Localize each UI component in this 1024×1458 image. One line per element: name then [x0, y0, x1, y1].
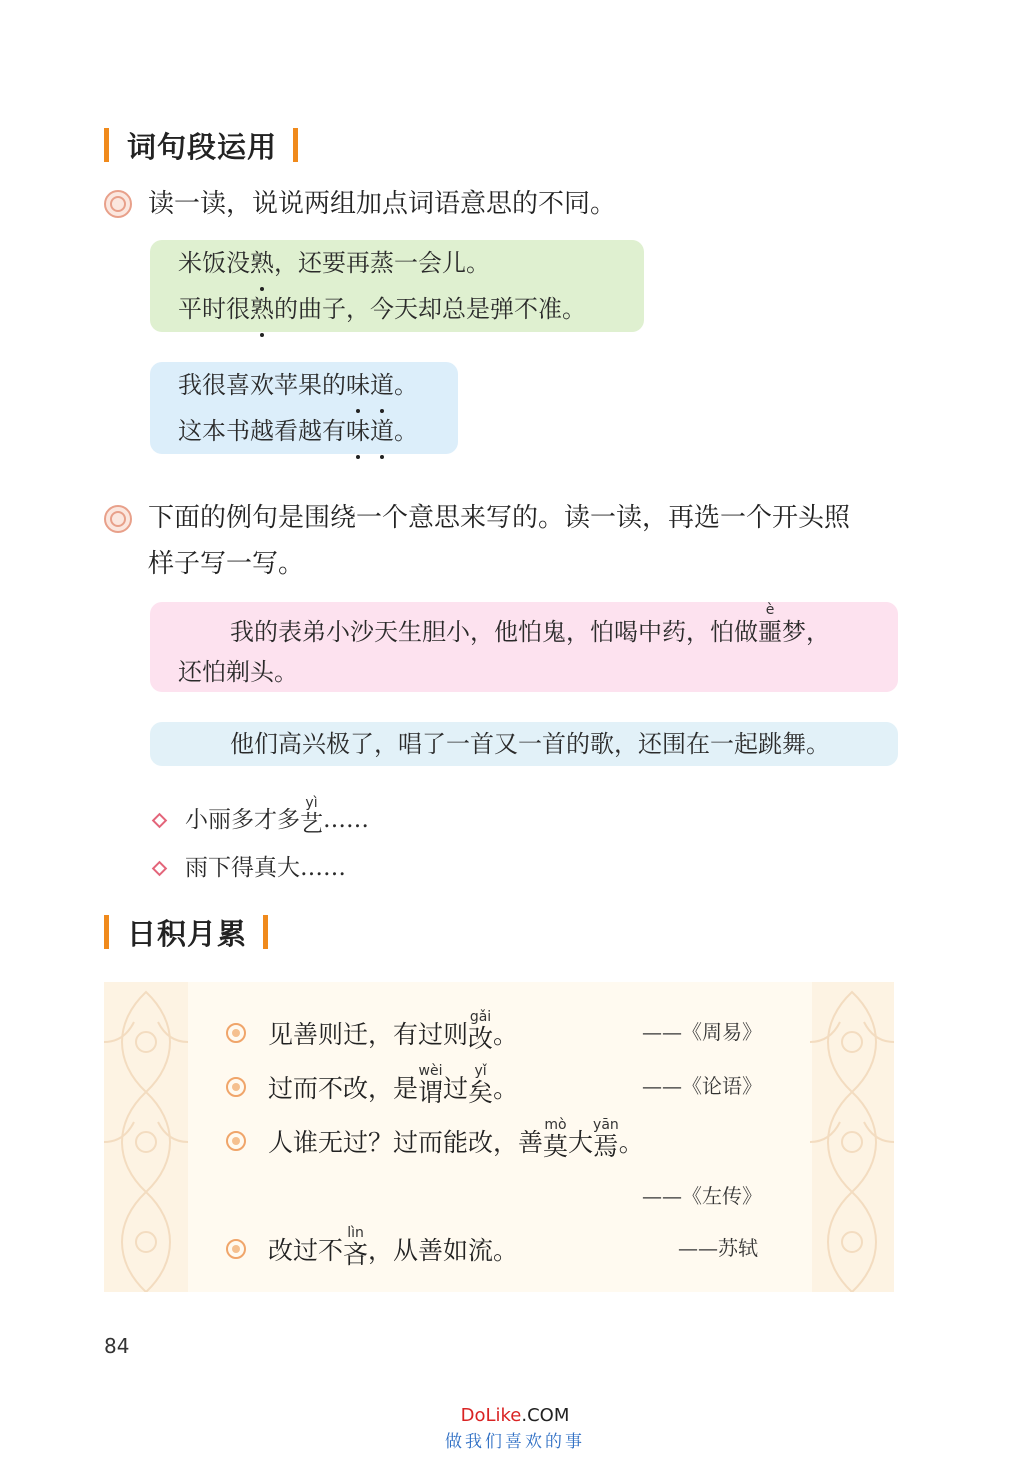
- question-1-prompt: 读一读，说说两组加点词语意思的不同。: [148, 189, 617, 219]
- pinyin-char: 吝lìn: [343, 1225, 369, 1269]
- watermark-logo: [430, 1405, 600, 1452]
- section-title: 日积月累: [127, 916, 248, 951]
- dotted-word: 熟: [250, 286, 274, 332]
- pinyin-char: 谓wèi: [418, 1063, 444, 1107]
- proverb-source: ——《论语》: [642, 1074, 762, 1098]
- page-number: 84: [104, 1334, 130, 1358]
- question-2-prompt: 下面的例句是围绕一个意思来写的。读一读，再选一个开头照 样子写一写。: [148, 503, 851, 579]
- bullet-circle-icon: [226, 1023, 246, 1043]
- proverb-item: 改过不 吝lìn ，从善如流。: [226, 1226, 518, 1271]
- proverb-source: ——《周易》: [642, 1020, 762, 1044]
- option-item: 雨下得真大……: [150, 848, 346, 888]
- proverb-item: 过而不改，是 谓wèi 过 矣yǐ 。: [226, 1064, 518, 1109]
- pinyin-char: 焉yān: [593, 1117, 619, 1161]
- pinyin-char: 艺yì: [300, 795, 323, 837]
- question-marker-icon: [104, 190, 132, 218]
- example-box-coward: [150, 602, 898, 692]
- dotted-word: 味: [346, 408, 370, 454]
- pinyin-char: 噩è: [758, 602, 782, 646]
- watermark-slogan: 做我们喜欢的事: [445, 1432, 585, 1452]
- ornament-pattern-right: [810, 982, 894, 1292]
- bullet-circle-icon: [226, 1077, 246, 1097]
- example-line: 米饭没熟，还要再蒸一会儿。: [178, 240, 644, 286]
- proverb-item: 见善则迁，有过则 改gǎi 。: [226, 1010, 518, 1055]
- dotted-word: 熟: [250, 240, 274, 286]
- example-line: 平时很熟的曲子，今天却总是弹不准。: [178, 286, 644, 332]
- heading-bar-left: [104, 915, 109, 949]
- example-line: 这本书越看越有味道。: [178, 408, 458, 454]
- example-line: 我的表弟小沙天生胆小，他怕鬼，怕喝中药，怕做噩è梦，: [230, 602, 830, 646]
- ornament-pattern-left: [104, 982, 188, 1292]
- pinyin-char: 莫mò: [543, 1117, 569, 1161]
- pinyin-char: 矣yǐ: [468, 1063, 494, 1107]
- option-item: 小丽多才多 艺yì ……: [150, 800, 369, 840]
- example-line: 我很喜欢苹果的味道。: [178, 362, 458, 408]
- bullet-circle-icon: [226, 1131, 246, 1151]
- heading-bar-right: [293, 128, 298, 162]
- example-box-happy: [150, 722, 898, 766]
- pinyin-char: 改gǎi: [468, 1009, 494, 1053]
- dotted-word: 道: [370, 362, 394, 408]
- section-heading-ci-ju-duan: [104, 125, 298, 165]
- dotted-word: 味: [346, 362, 370, 408]
- diamond-bullet-icon: [152, 860, 168, 876]
- section-title: 词句段运用: [127, 129, 278, 164]
- heading-bar-left: [104, 128, 109, 162]
- section-heading-ri-ji-yue-lei: [104, 912, 268, 952]
- question-marker-icon: [104, 505, 132, 533]
- example-box-shu: [150, 240, 644, 332]
- diamond-bullet-icon: [152, 812, 168, 828]
- dotted-word: 道: [370, 408, 394, 454]
- proverb-item: 人谁无过？过而能改，善 莫mò 大 焉yān 。: [226, 1118, 644, 1163]
- proverb-source: ——苏轼: [678, 1236, 758, 1260]
- example-line: 他们高兴极了，唱了一首又一首的歌，还围在一起跳舞。: [230, 730, 830, 758]
- example-line: 还怕剃头。: [178, 658, 298, 686]
- example-box-weidao: [150, 362, 458, 454]
- heading-bar-right: [263, 915, 268, 949]
- proverb-source: ——《左传》: [642, 1184, 762, 1208]
- watermark-brand: DoLike.COM: [460, 1405, 570, 1426]
- bullet-circle-icon: [226, 1239, 246, 1259]
